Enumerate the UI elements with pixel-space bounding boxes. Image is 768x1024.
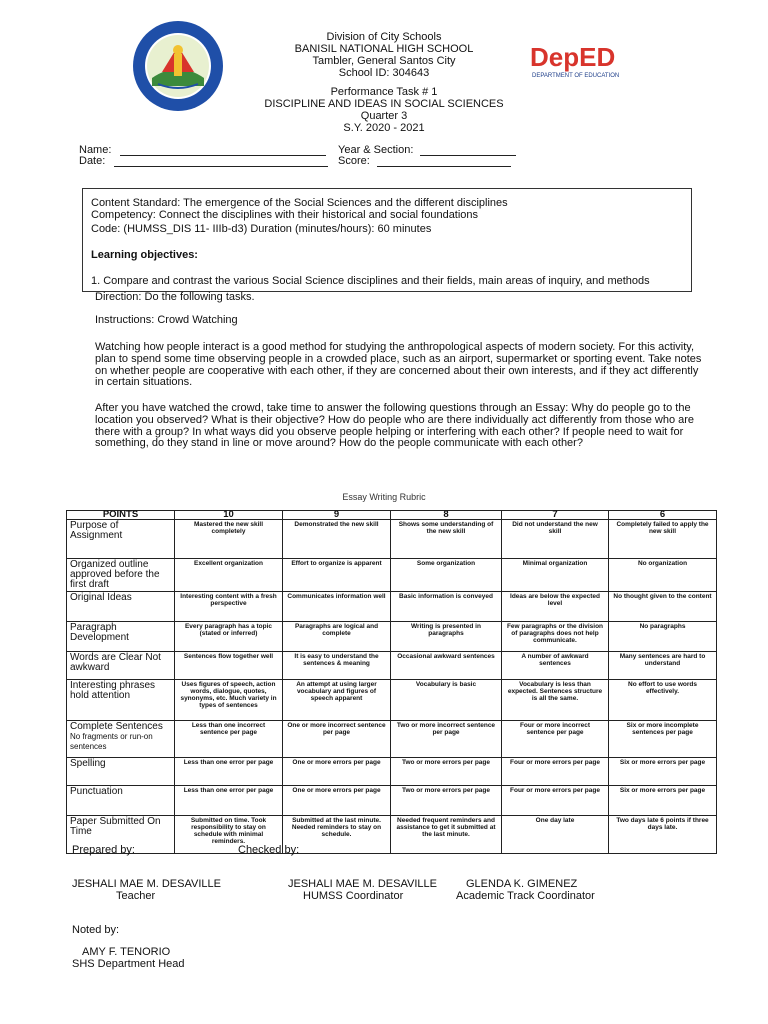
- rubric-cell: Paragraphs are logical and complete: [283, 621, 391, 651]
- direction-text: Direction: Do the following tasks.: [95, 291, 255, 303]
- rubric-cell: One day late: [502, 816, 609, 854]
- rubric-cell: No thought given to the content: [609, 592, 717, 621]
- rubric-cell: Less than one error per page: [175, 785, 283, 815]
- rubric-criterion-cell: [67, 721, 175, 758]
- school-year: S.Y. 2020 - 2021: [343, 122, 425, 134]
- rubric-cell: Four or more errors per page: [502, 757, 609, 785]
- department-head-role: SHS Department Head: [72, 958, 185, 970]
- quarter-label: Quarter 3: [360, 110, 408, 122]
- rubric-cell: It is easy to understand the sentences & meaning: [283, 652, 391, 680]
- department-head-name: AMY F. TENORIO: [82, 946, 171, 958]
- rubric-criterion: Words are Clear Not awkward: [67, 652, 175, 680]
- rubric-cell: Did not understand the new skill: [502, 520, 609, 559]
- competency-code: Code: (HUMSS_DIS 11- IIIb-d3) Duration (minutes/hours): 60 minutes: [91, 223, 432, 235]
- score-blank[interactable]: [377, 156, 511, 167]
- name-label: Name:: [79, 144, 112, 156]
- rubric-cell: Less than one incorrect sentence per page: [175, 721, 283, 758]
- rubric-cell: Two or more incorrect sentence per page: [391, 721, 502, 758]
- learning-objectives-label: Learning objectives:: [91, 249, 198, 261]
- rubric-cell: Vocabulary is basic: [391, 680, 502, 721]
- rubric-cell: No effort to use words effectively.: [609, 680, 717, 721]
- rubric-criterion: Original Ideas: [67, 592, 175, 621]
- track-coordinator-role: Academic Track Coordinator: [456, 890, 595, 902]
- rubric-header-10: 10: [175, 511, 283, 520]
- division-label: Division of City Schools: [326, 31, 442, 43]
- rubric-cell: Two or more errors per page: [391, 757, 502, 785]
- rubric-cell: Four or more incorrect sentence per page: [502, 721, 609, 758]
- prepared-by-label: Prepared by:: [72, 844, 135, 856]
- rubric-cell: Six or more incomplete sentences per page: [609, 721, 717, 758]
- score-label: Score:: [338, 155, 370, 167]
- score-field-row: [338, 155, 511, 167]
- rubric-cell: Excellent organization: [175, 558, 283, 591]
- rubric-cell: Some organization: [391, 558, 502, 591]
- learning-objective-1: 1. Compare and contrast the various Social Science disciplines and their fields, main areas of inquiry, and methods: [91, 275, 650, 287]
- rubric-header-row: [67, 511, 717, 520]
- rubric-header-7: 7: [502, 511, 609, 520]
- rubric-cell: Two or more errors per page: [391, 785, 502, 815]
- rubric-cell: Every paragraph has a topic (stated or inferred): [175, 621, 283, 651]
- track-coordinator-name: GLENDA K. GIMENEZ: [466, 878, 578, 890]
- rubric-cell: Uses figures of speech, action words, dialogue, quotes, synonyms, etc. Much variety in types of sentences: [175, 680, 283, 721]
- rubric-cell: Sentences flow together well: [175, 652, 283, 680]
- rubric-cell: Six or more errors per page: [609, 785, 717, 815]
- school-id: School ID: 304643: [338, 67, 430, 79]
- rubric-criterion: Spelling: [67, 757, 175, 785]
- subject-title: DISCIPLINE AND IDEAS IN SOCIAL SCIENCES: [264, 98, 504, 110]
- rubric-criterion: Paper Submitted On Time: [67, 816, 175, 854]
- rubric-criterion: Complete Sentences: [70, 721, 163, 732]
- svg-text:DEPARTMENT OF EDUCATION: DEPARTMENT OF EDUCATION: [532, 73, 620, 79]
- rubric-criterion: Paragraph Development: [67, 621, 175, 651]
- checked-by-label: Checked by:: [238, 844, 300, 856]
- rubric-criterion: Punctuation: [67, 785, 175, 815]
- rubric-cell: Few paragraphs or the division of paragraphs does not help communicate.: [502, 621, 609, 651]
- coordinator-name: JESHALI MAE M. DESAVILLE: [288, 878, 437, 890]
- competency: Competency: Connect the disciplines with their historical and social foundations: [91, 209, 479, 221]
- rubric-cell: Mastered the new skill completely: [175, 520, 283, 559]
- rubric-criterion: Interesting phrases hold attention: [67, 680, 175, 721]
- rubric-row: [67, 621, 717, 651]
- rubric-cell: Submitted at the last minute. Needed reminders to stay on schedule.: [283, 816, 391, 854]
- rubric-row: [67, 757, 717, 785]
- rubric-cell: Ideas are below the expected level: [502, 592, 609, 621]
- task-title: Performance Task # 1: [330, 86, 438, 98]
- noted-by-label: Noted by:: [72, 924, 120, 936]
- rubric-criterion: Purpose of Assignment: [67, 520, 175, 559]
- rubric-header-6: 6: [609, 511, 717, 520]
- year-section-label: Year & Section:: [338, 144, 414, 156]
- rubric-cell: Occasional awkward sentences: [391, 652, 502, 680]
- rubric-criterion-note: No fragments or run-on sentences: [70, 732, 153, 751]
- date-blank[interactable]: [114, 156, 328, 167]
- rubric-row: [67, 816, 717, 854]
- rubric-title: Essay Writing Rubric: [342, 492, 426, 502]
- rubric-row: [67, 558, 717, 591]
- instructions-text: Instructions: Crowd Watching: [95, 314, 238, 326]
- coordinator-role: HUMSS Coordinator: [303, 890, 404, 902]
- rubric-header-points: POINTS: [67, 511, 175, 520]
- date-field-row: [79, 155, 328, 167]
- rubric-cell: No organization: [609, 558, 717, 591]
- rubric-cell: Basic information is conveyed: [391, 592, 502, 621]
- teacher-name: JESHALI MAE M. DESAVILLE: [72, 878, 221, 890]
- rubric-cell: Demonstrated the new skill: [283, 520, 391, 559]
- content-standard: Content Standard: The emergence of the Social Sciences and the different disciplines: [91, 197, 508, 209]
- svg-text:DepED: DepED: [530, 42, 616, 72]
- school-name: BANISIL NATIONAL HIGH SCHOOL: [294, 43, 474, 55]
- instructions-paragraph-1: Watching how people interact is a good method for studying the anthropological aspects of modern society. For this activity, plan to spend some time observing people in a crowded place, such as an airport, supermarket or sporting event. Take notes on whether people are cooperative with each other, if they are concerned about their own interests, and if they act differently in certain situations.: [95, 341, 702, 389]
- rubric-cell: An attempt at using larger vocabulary and figures of speech apparent: [283, 680, 391, 721]
- essay-rubric-table: [66, 510, 717, 854]
- school-address: Tambler, General Santos City: [312, 55, 456, 67]
- rubric-cell: Minimal organization: [502, 558, 609, 591]
- rubric-cell: A number of awkward sentences: [502, 652, 609, 680]
- rubric-cell: One or more incorrect sentence per page: [283, 721, 391, 758]
- content-standard-box: [82, 188, 692, 292]
- date-label: Date:: [79, 155, 106, 167]
- rubric-cell: Many sentences are hard to understand: [609, 652, 717, 680]
- rubric-cell: Effort to organize is apparent: [283, 558, 391, 591]
- rubric-cell: Four or more errors per page: [502, 785, 609, 815]
- rubric-cell: Shows some understanding of the new skill: [391, 520, 502, 559]
- instructions-paragraph-2: After you have watched the crowd, take time to answer the following questions through an Essay: Why do people go to the location you observed? What is their objective? How do people who are there individually act differently from those who are there with a group? In what ways did you observe people helping or interfering with each other? If people need to wait for something, do they stand in line or move around? How do the people communicate with each other?: [95, 402, 695, 450]
- rubric-cell: One or more errors per page: [283, 785, 391, 815]
- rubric-cell: No paragraphs: [609, 621, 717, 651]
- rubric-header-9: 9: [283, 511, 391, 520]
- rubric-row: [67, 721, 717, 758]
- rubric-cell: Less than one error per page: [175, 757, 283, 785]
- rubric-cell: Two days late 6 points if three days late.: [609, 816, 717, 854]
- rubric-row: [67, 652, 717, 680]
- rubric-cell: Completely failed to apply the new skill: [609, 520, 717, 559]
- rubric-cell: Communicates information well: [283, 592, 391, 621]
- rubric-cell: Needed frequent reminders and assistance to get it submitted at the last minute.: [391, 816, 502, 854]
- rubric-cell: Vocabulary is less than expected. Sentences structure is all the same.: [502, 680, 609, 721]
- rubric-row: [67, 680, 717, 721]
- rubric-row: [67, 592, 717, 621]
- rubric-cell: Submitted on time. Took responsibility to stay on schedule with minimal reminders.: [175, 816, 283, 854]
- rubric-row: [67, 520, 717, 559]
- rubric-criterion: Organized outline approved before the first draft: [67, 558, 175, 591]
- rubric-row: [67, 785, 717, 815]
- teacher-role: Teacher: [116, 890, 156, 902]
- rubric-cell: Interesting content with a fresh perspective: [175, 592, 283, 621]
- rubric-cell: Six or more errors per page: [609, 757, 717, 785]
- rubric-cell: Writing is presented in paragraphs: [391, 621, 502, 651]
- rubric-header-8: 8: [391, 511, 502, 520]
- rubric-cell: One or more errors per page: [283, 757, 391, 785]
